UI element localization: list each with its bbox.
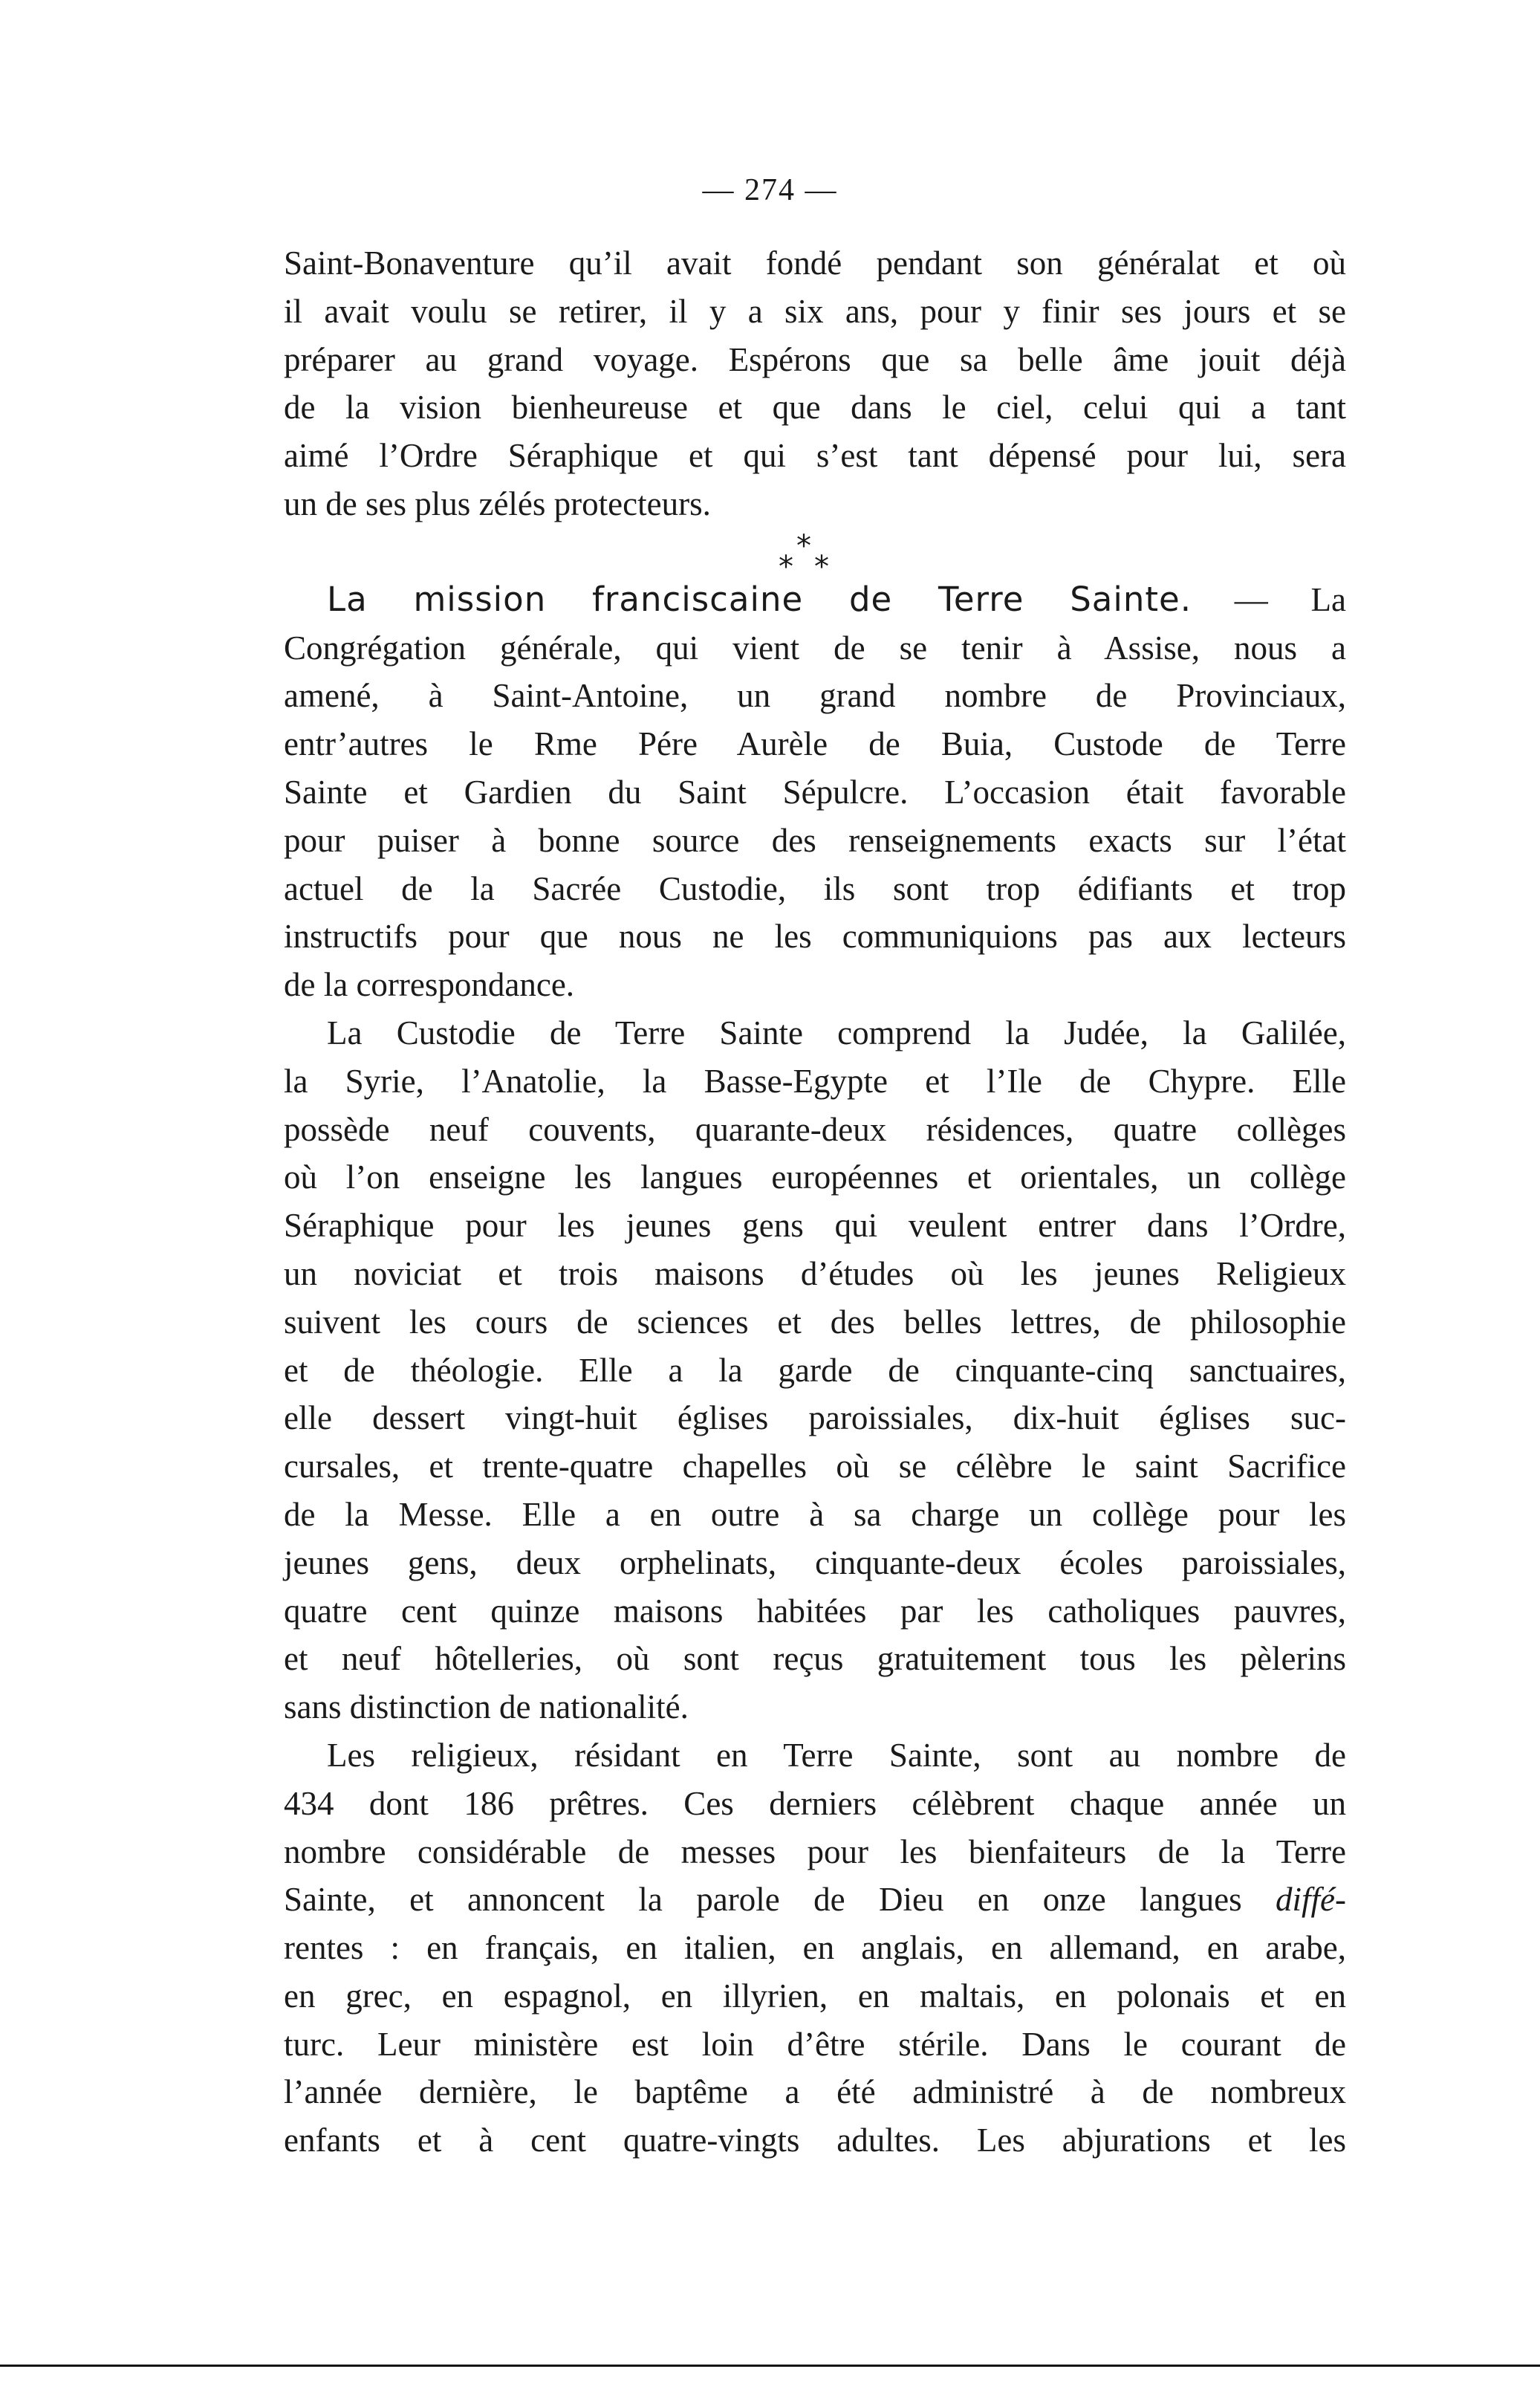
asterism-star: * — [796, 528, 811, 563]
heading-continuation: — La — [1192, 580, 1346, 618]
text-line: La Custodie de Terre Sainte comprend la Judée, la Galilée, — [327, 1014, 1346, 1051]
text-line: Congrégation générale, qui vient de se tenir à Assise, nous a — [284, 629, 1346, 667]
text-line: Séraphique pour les jeunes gens qui veulent entrer dans l’Ordre, — [284, 1207, 1346, 1245]
section-heading: La mission franciscaine de Terre Sainte. — [327, 579, 1192, 619]
text-line: Sainte et Gardien du Saint Sépulcre. L’occasion était favorable — [284, 773, 1346, 811]
text-line: nombre considérable de messes pour les bienfaiteurs de la Terre — [284, 1832, 1346, 1870]
text-line: rentes : en français, en italien, en anglais, en allemand, en arabe, — [284, 1929, 1346, 1967]
text-line: un noviciat et trois maisons d’études où les jeunes Religieux — [284, 1254, 1346, 1292]
text-line: quatre cent quinze maisons habitées par les catholiques pauvres, — [284, 1592, 1346, 1630]
text-line: Les religieux, résidant en Terre Sainte, sont au nombre de — [327, 1736, 1346, 1774]
page-bottom-rule — [0, 2365, 1540, 2367]
page-number: — 274 — — [702, 173, 838, 207]
asterism-star: * — [814, 549, 829, 584]
text-line: entr’autres le Rme Pére Aurèle de Buia, Custode de Terre — [284, 725, 1346, 763]
body-text — [284, 239, 1346, 2165]
text-line: 434 dont 186 prêtres. Ces derniers célèbrent chaque année un — [284, 1784, 1346, 1822]
text-line: et de théologie. Elle a la garde de cinquante-cinq sanctuaires, — [284, 1351, 1346, 1389]
text-line — [284, 1876, 1346, 1924]
text-line: instructifs pour que nous ne les communiquions pas aux lecteurs — [284, 918, 1346, 956]
text-line: où l’on enseigne les langues européennes et orientales, un collège — [284, 1158, 1346, 1196]
text-line: jeunes gens, deux orphelinats, cinquante-deux écoles paroissiales, — [284, 1543, 1346, 1581]
text-line: de la Messe. Elle a en outre à sa charge un collège pour les — [284, 1495, 1346, 1533]
text-line: il avait voulu se retirer, il y a six ans, pour y finir ses jours et se — [284, 292, 1346, 330]
section-asterism — [284, 528, 1346, 584]
text-line: la Syrie, l’Anatolie, la Basse-Egypte et l’Ile de Chypre. Elle — [284, 1062, 1346, 1100]
text-line: et neuf hôtelleries, où sont reçus gratuitement tous les pèlerins — [284, 1640, 1346, 1678]
text-line: sans distinction de nationalité. — [284, 1688, 689, 1726]
text-line: préparer au grand voyage. Espérons que sa belle âme jouit déjà — [284, 340, 1346, 378]
text-line: en grec, en espagnol, en illyrien, en maltais, en polonais et en — [284, 1977, 1346, 2015]
text-line: actuel de la Sacrée Custodie, ils sont trop édifiants et trop — [284, 869, 1346, 907]
text-line: pour puiser à bonne source des renseignements exacts sur l’état — [284, 821, 1346, 859]
asterism-star: * — [779, 549, 793, 584]
text-line: turc. Leur ministère est loin d’être stérile. Dans le courant de — [284, 2025, 1346, 2063]
text-line: possède neuf couvents, quarante-deux résidences, quatre collèges — [284, 1110, 1346, 1148]
text-line: suivent les cours de sciences et des belles lettres, de philosophie — [284, 1303, 1346, 1341]
text-line: l’année dernière, le baptême a été administré à de nombreux — [284, 2073, 1346, 2111]
text-line: Saint-Bonaventure qu’il avait fondé pendant son généralat et où — [284, 244, 1346, 282]
italic-word: diffé- — [1276, 1881, 1346, 1919]
text-line: elle dessert vingt-huit églises paroissiales, dix-huit églises suc- — [284, 1399, 1346, 1437]
text-segment: Sainte, et annoncent la parole de Dieu en onze langues — [284, 1881, 1276, 1919]
text-line: un de ses plus zélés protecteurs. — [284, 484, 711, 522]
text-line: enfants et à cent quatre-vingts adultes. Les abjurations et les — [284, 2122, 1346, 2159]
text-line: cursales, et trente-quatre chapelles où se célèbre le saint Sacrifice — [284, 1448, 1346, 1485]
text-line: amené, à Saint-Antoine, un grand nombre de Provinciaux, — [284, 677, 1346, 715]
text-line: de la correspondance. — [284, 966, 575, 1004]
text-line: de la vision bienheureuse et que dans le ciel, celui qui a tant — [284, 389, 1346, 427]
text-line: aimé l’Ordre Séraphique et qui s’est tant dépensé pour lui, sera — [284, 437, 1346, 475]
